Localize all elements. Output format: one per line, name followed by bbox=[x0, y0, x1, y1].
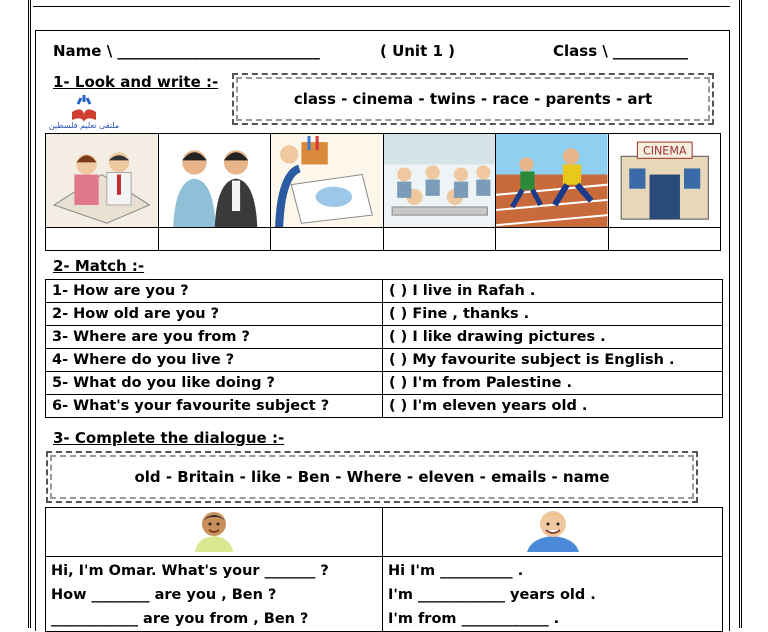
class-field[interactable]: Class \ __________ bbox=[553, 42, 689, 60]
omar-avatar-icon bbox=[189, 508, 239, 552]
question: 3- Where are you from ? bbox=[46, 326, 383, 349]
art-picture-icon bbox=[271, 134, 383, 227]
picture-art bbox=[271, 134, 384, 228]
svg-text:CINEMA: CINEMA bbox=[642, 144, 687, 158]
section1-word-bank: class - cinema - twins - race - parents - art bbox=[232, 73, 714, 125]
question: 2- How old are you ? bbox=[46, 303, 383, 326]
match-row bbox=[46, 349, 723, 372]
omar-lines[interactable] bbox=[46, 557, 383, 632]
parents-picture-icon bbox=[46, 134, 158, 227]
omar-line-2[interactable]: How ________ are you , Ben ? bbox=[51, 587, 277, 603]
omar-line-3[interactable]: ____________ are you from , Ben ? bbox=[51, 611, 309, 627]
top-rule bbox=[33, 6, 730, 7]
answer[interactable]: ( ) I like drawing pictures . bbox=[383, 326, 723, 349]
section1-title: 1- Look and write :- bbox=[53, 73, 219, 91]
twins-picture-icon bbox=[159, 134, 271, 227]
svg-text:ملتقى تعليم فلسطين: ملتقى تعليم فلسطين bbox=[48, 121, 120, 130]
name-field[interactable]: Name \ ___________________________ bbox=[53, 42, 320, 60]
question: 5- What do you like doing ? bbox=[46, 372, 383, 395]
question: 1- How are you ? bbox=[46, 280, 383, 303]
unit-label: ( Unit 1 ) bbox=[380, 42, 455, 60]
answer-box-4[interactable] bbox=[383, 228, 496, 251]
match-row bbox=[46, 303, 723, 326]
answer[interactable]: ( ) I live in Rafah . bbox=[383, 280, 723, 303]
section3-word-bank: old - Britain - like - Ben - Where - eleven - emails - name bbox=[46, 451, 698, 503]
cinema-picture-icon bbox=[609, 134, 721, 227]
match-table bbox=[45, 279, 723, 418]
section2-title: 2- Match :- bbox=[53, 257, 145, 275]
dialogue-table bbox=[45, 507, 723, 632]
ben-line-3[interactable]: I'm from ____________ . bbox=[388, 611, 560, 627]
answer[interactable]: ( ) My favourite subject is English . bbox=[383, 349, 723, 372]
book-logo-icon bbox=[44, 90, 124, 130]
answer[interactable]: ( ) I'm eleven years old . bbox=[383, 395, 723, 418]
answer-box-2[interactable] bbox=[158, 228, 271, 251]
match-row bbox=[46, 280, 723, 303]
ben-lines[interactable] bbox=[383, 557, 723, 632]
answer[interactable]: ( ) Fine , thanks . bbox=[383, 303, 723, 326]
ben-line-1[interactable]: Hi I'm __________ . bbox=[388, 563, 524, 579]
omar-line-1[interactable]: Hi, I'm Omar. What's your _______ ? bbox=[51, 563, 329, 579]
answer-box-3[interactable] bbox=[271, 228, 384, 251]
match-row bbox=[46, 395, 723, 418]
omar-avatar-cell bbox=[46, 508, 383, 557]
picture-parents bbox=[46, 134, 159, 228]
section3-title: 3- Complete the dialogue :- bbox=[53, 429, 285, 447]
logo bbox=[44, 90, 124, 130]
race-picture-icon bbox=[496, 134, 608, 227]
picture-class bbox=[383, 134, 496, 228]
picture-table bbox=[45, 133, 721, 251]
answer-box-1[interactable] bbox=[46, 228, 159, 251]
match-row bbox=[46, 372, 723, 395]
class-picture-icon bbox=[384, 134, 496, 227]
answer-box-6[interactable] bbox=[608, 228, 721, 251]
question: 4- Where do you live ? bbox=[46, 349, 383, 372]
picture-twins bbox=[158, 134, 271, 228]
answer-box-5[interactable] bbox=[496, 228, 609, 251]
match-row bbox=[46, 326, 723, 349]
ben-avatar-cell bbox=[383, 508, 723, 557]
ben-avatar-icon bbox=[523, 508, 583, 552]
answer[interactable]: ( ) I'm from Palestine . bbox=[383, 372, 723, 395]
picture-cinema bbox=[608, 134, 721, 228]
picture-race bbox=[496, 134, 609, 228]
question: 6- What's your favourite subject ? bbox=[46, 395, 383, 418]
ben-line-2[interactable]: I'm ____________ years old . bbox=[388, 587, 596, 603]
